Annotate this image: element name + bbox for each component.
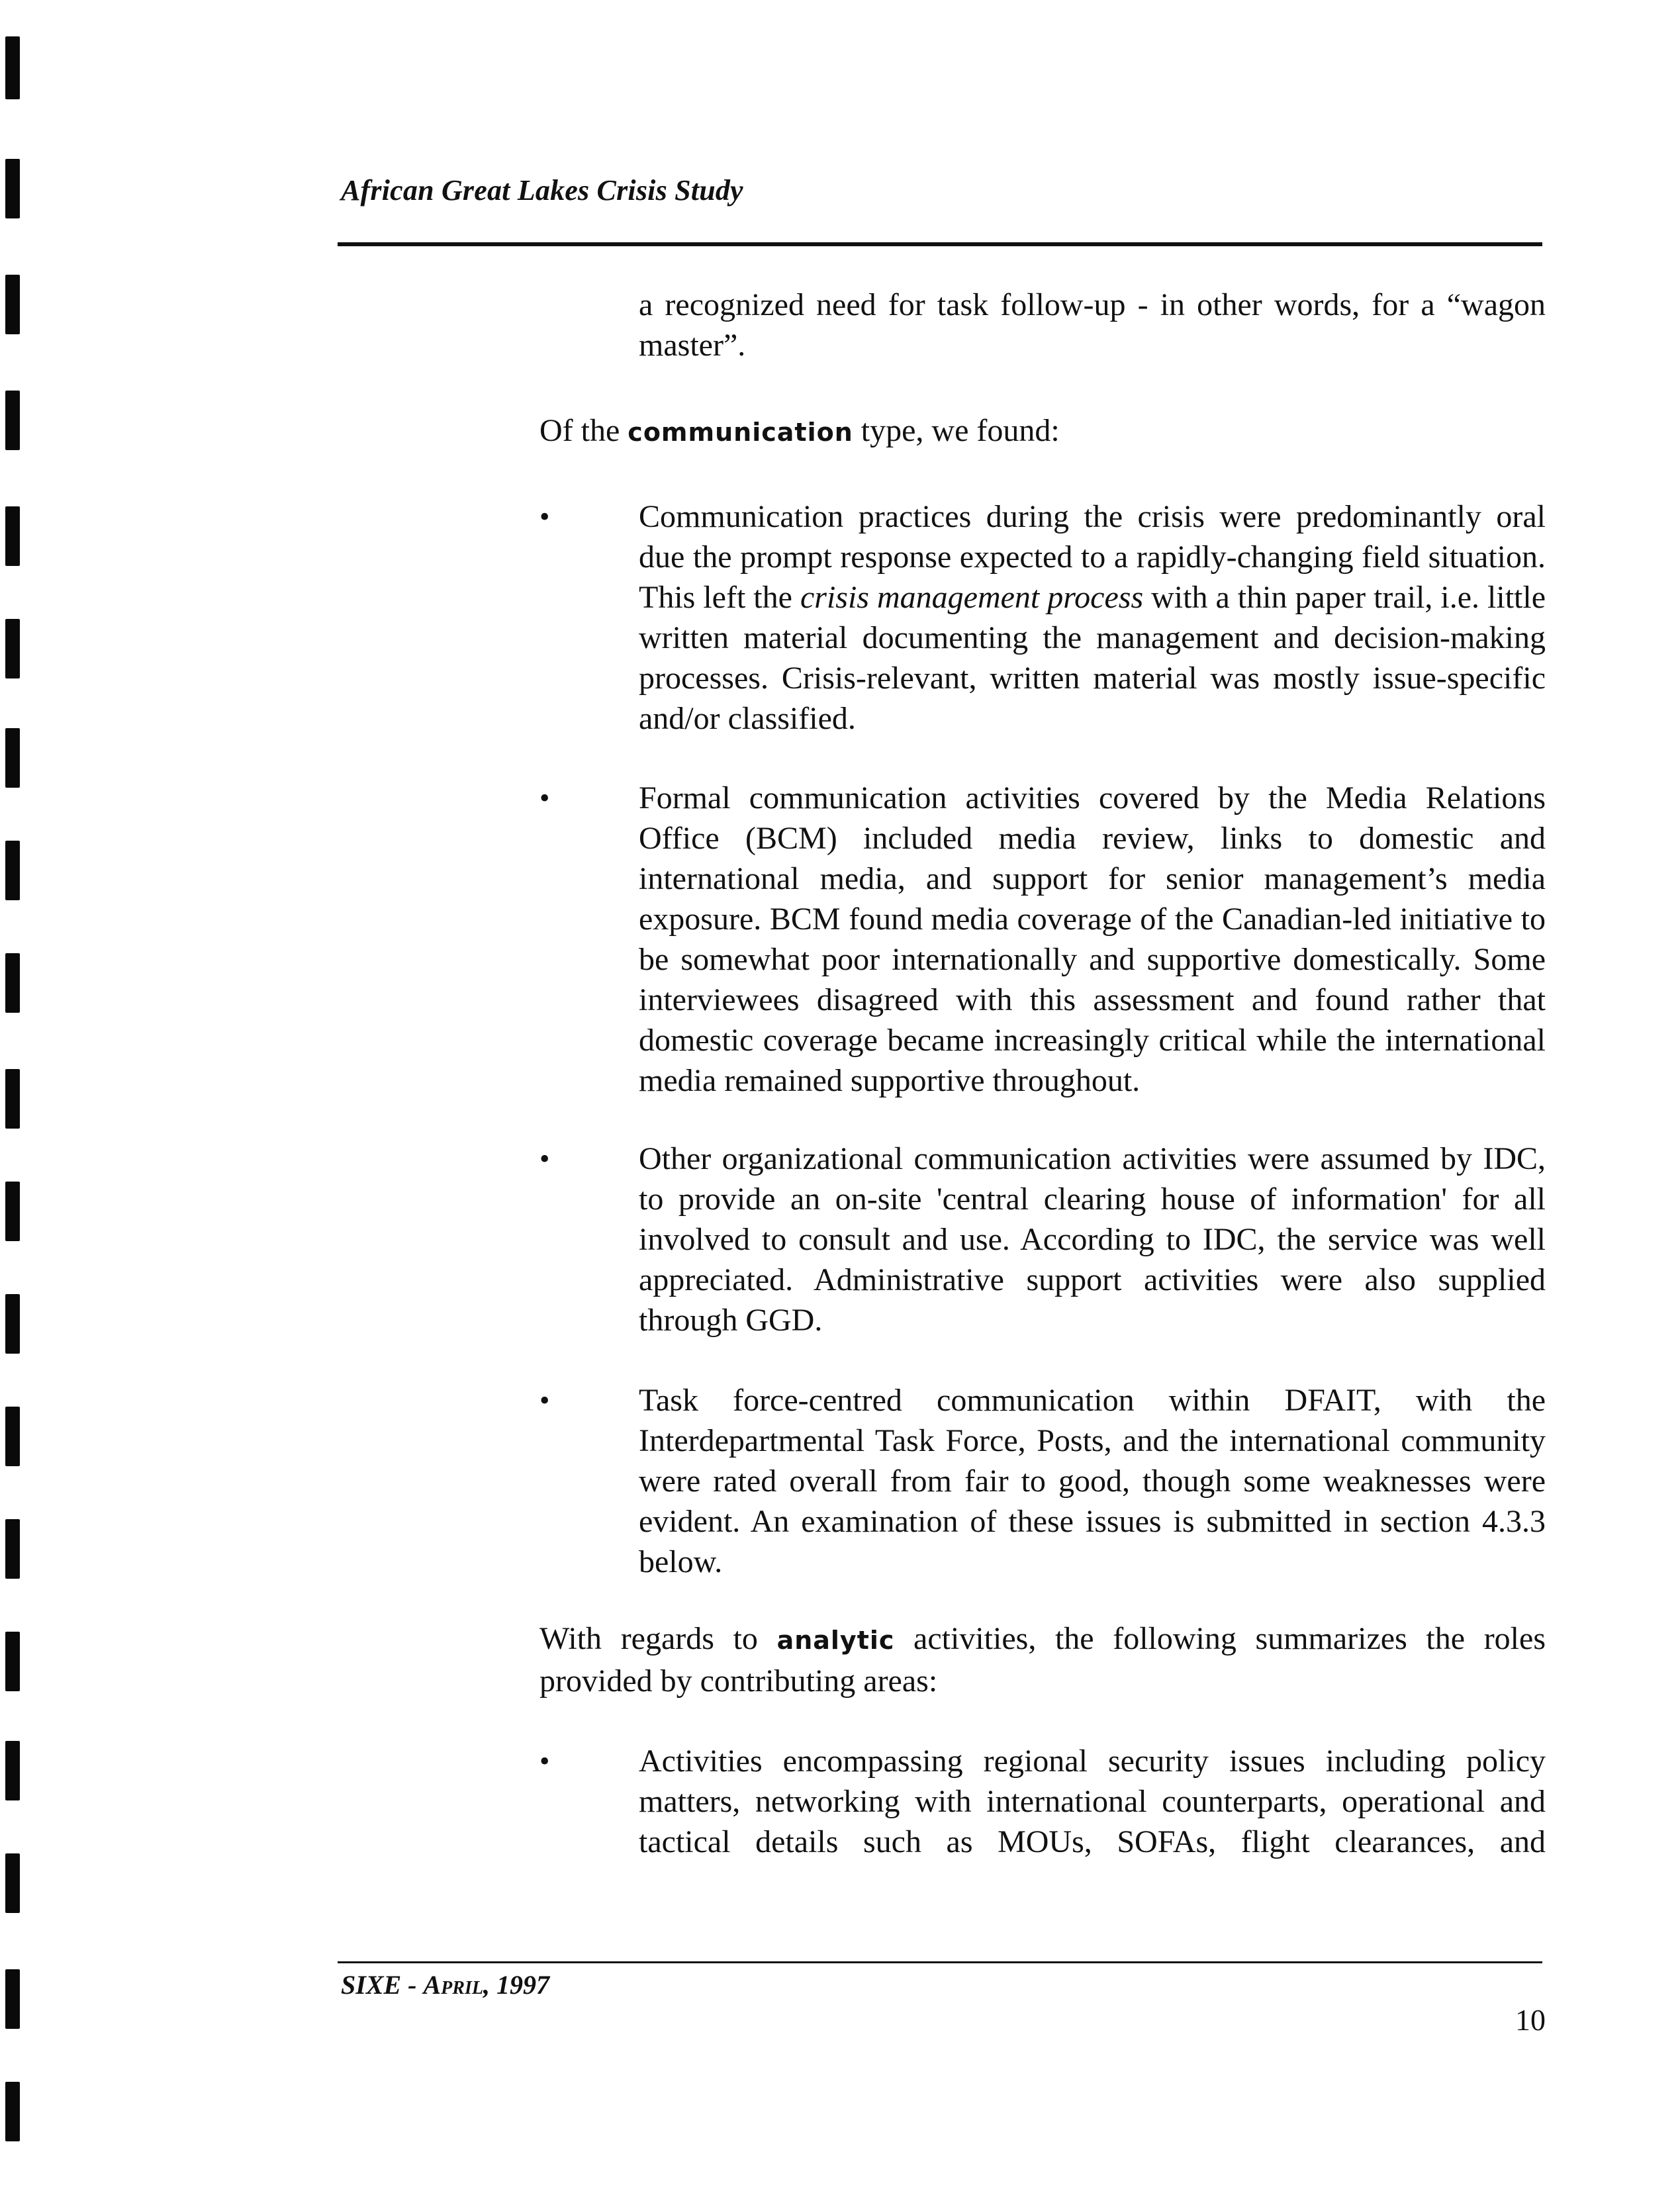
bullet-icon: • [539,500,550,533]
list-item-text: Other organizational communication activities were assumed by IDC, to provide an on-site 'central clearing house of information' for all involved to consult and use. According to IDC, the service was well appreciated. Administrative support activities were also supplied through GGD. [639,1141,1546,1338]
binding-hole [5,1294,20,1354]
communication-intro-before: Of the [539,413,628,448]
list-item-text-part: with a thin paper trail, i.e. little written material documenting the management and decision-making processes. Crisis-relevant, written material was mostly issue-specific and/or classified. [639,580,1546,736]
binding-hole [5,1969,20,2029]
binding-hole [5,159,20,218]
binding-hole [5,506,20,566]
analytic-intro [539,1618,1546,1701]
bullet-icon: • [539,1384,550,1417]
list-item-text-part: Communication practices during the crisis were predominantly oral due the prompt response expected to a rapidly-changing field situation. This left the [639,499,1546,615]
analytic-keyword: analytic [776,1626,895,1655]
bullet-icon: • [539,1745,550,1777]
footer-rule [338,1961,1542,1963]
binding-hole [5,841,20,900]
binding-hole [5,1632,20,1691]
binding-hole [5,953,20,1013]
binding-hole [5,275,20,334]
analytic-intro-before: With regards to [539,1621,777,1656]
list-item-text: Formal communication activities covered by the Media Relations Office (BCM) included media review, links to domestic and international media, and support for senior management’s media exposure. BCM found media coverage of the Canadian-led initiative to be somewhat poor internationally and supportive domestically. Some interviewees disagreed with this assessment and found rather that domestic coverage became increasingly critical while the international media remained supportive throughout. [639,780,1546,1098]
binding-hole [5,1407,20,1466]
binding-hole [5,1182,20,1241]
binding-hole [5,1853,20,1913]
binding-hole [5,2082,20,2141]
communication-intro-after: type, we found: [853,413,1060,448]
list-item-text [639,496,1546,739]
binding-hole [5,728,20,788]
binding-hole [5,1741,20,1800]
communication-intro [539,410,1546,453]
list-item-text: Activities encompassing regional security issues including policy matters, networking with international counterparts, operational and tactical details such as MOUs, SOFAs, flight clearances, and [639,1744,1546,1859]
bullet-icon: • [539,1143,550,1175]
binding-hole [5,1519,20,1579]
page-number: 10 [1515,2003,1546,2037]
footer-prefix: SIXE - [341,1970,424,2000]
binding-hole-strip [0,0,26,2193]
list-item-text: Task force-centred communication within DFAIT, with the Interdepartmental Task Force, Posts, and the international community were rated overall from fair to good, though some weaknesses were evident. An examination of these issues is submitted in section 4.3.3 below. [639,1383,1546,1579]
binding-hole [5,36,20,99]
binding-hole [5,619,20,678]
header-rule [338,242,1542,246]
footer-label [341,1969,549,2000]
analytic-intro-after: activities, the following summarizes the roles provided by contributing areas: [539,1621,1546,1699]
continued-paragraph: a recognized need for task follow-up - in other words, for a “wagon master”. [639,287,1546,363]
emphasis-text: crisis management process [800,580,1144,615]
communication-keyword: communication [628,418,853,447]
bullet-icon: • [539,782,550,814]
running-header: African Great Lakes Crisis Study [341,174,743,207]
binding-hole [5,1069,20,1129]
footer-date: April, 1997 [423,1970,549,2000]
binding-hole [5,391,20,450]
